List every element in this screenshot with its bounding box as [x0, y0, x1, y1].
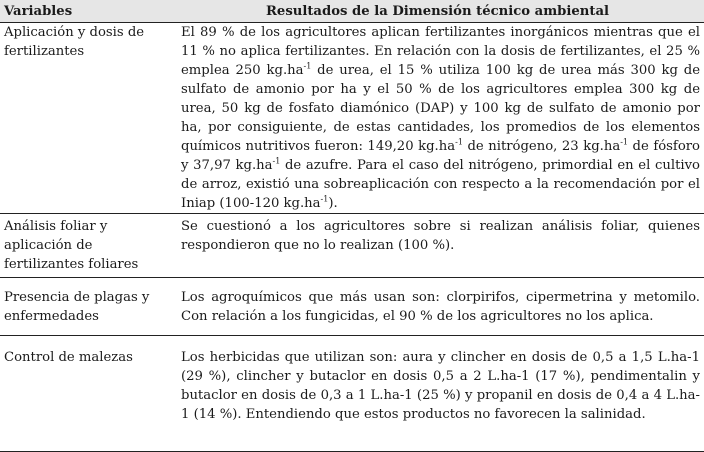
- table-row: [0, 23, 704, 214]
- row-result: [171, 23, 704, 214]
- table-row: [0, 214, 704, 278]
- result-text: de fósforo y 37,97 kg.ha: [181, 139, 700, 173]
- header-results: Resultados de la Dimensión técnico ambiental: [171, 0, 704, 23]
- table-row: [0, 336, 704, 452]
- row-variable: Aplicación y dosis de fertilizantes: [0, 23, 171, 214]
- row-result: Se cuestionó a los agricultores sobre si realizan análisis foliar, quienes respondieron que no lo realizan (100 %).: [171, 214, 704, 278]
- superscript: -1: [272, 156, 281, 166]
- superscript: -1: [320, 194, 329, 204]
- result-text: ).: [328, 196, 338, 211]
- superscript: -1: [303, 61, 312, 71]
- row-result: Los herbicidas que utilizan son: aura y clincher en dosis de 0,5 a 1,5 L.ha-1 (29 %), clincher y butaclor en dosis 0,5 a 2 L.ha-1 (17 %), pendimentalin y butaclor en dosis de 0,3 a 1 L.ha-1 (25 %) y propanil en dosis de 0,4 a 4 L.ha-1 (14 %). Entendiendo que estos productos no favorecen la salinidad.: [171, 336, 704, 452]
- superscript: -1: [620, 137, 629, 147]
- table-header-row: [0, 0, 704, 23]
- row-result: Los agroquímicos que más usan son: clorpirifos, cipermetrina y metomilo. Con relación a los fungicidas, el 90 % de los agricultores no los aplica.: [171, 278, 704, 336]
- row-variable: Control de malezas: [0, 336, 171, 452]
- table-row: [0, 278, 704, 336]
- result-text: de nitrógeno, 23 kg.ha: [462, 139, 621, 154]
- row-variable: Análisis foliar y aplicación de fertilizantes foliares: [0, 214, 171, 278]
- superscript: -1: [455, 137, 463, 147]
- result-text: El 89 % de los agricultores aplican fertilizantes inorgánicos mientras que el 11 % no aplica fertilizantes. En relación con la dosis de fertilizantes, el 25 % emplea 250 kg.ha: [181, 25, 700, 78]
- result-text: de urea, el 15 % utiliza 100 kg de urea más 300 kg de sulfato de amonio por ha y el 50 % de los agricultores emplea 300 kg de urea, 50 kg de fosfato diamónico (DAP) y 100 kg de sulfato de amonio por ha, por consiguiente, de estas cantidades, los promedios de los elementos químicos nutritivos fueron: 149,20 kg.ha: [181, 63, 701, 154]
- row-variable: Presencia de plagas y enfermedades: [0, 278, 171, 336]
- header-variables: Variables: [0, 0, 171, 23]
- result-text: de azufre. Para el caso del nitrógeno, primordial en el cultivo de arroz, existió una sobreaplicación con respecto a la recomendación por el Iniap (100-120 kg.ha: [181, 158, 700, 211]
